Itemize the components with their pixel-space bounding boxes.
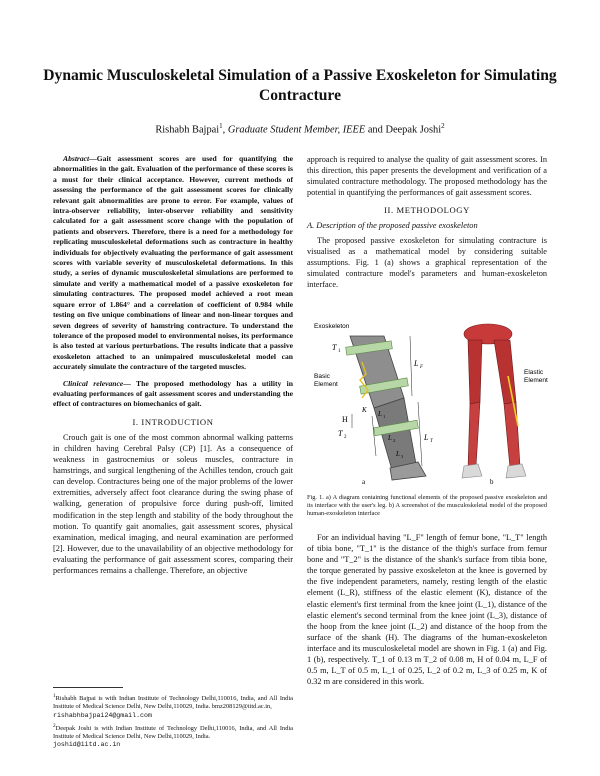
label-elastic: Elastic bbox=[524, 369, 544, 376]
foot-left bbox=[462, 464, 482, 478]
foot-right bbox=[506, 464, 526, 478]
label-t2: T bbox=[338, 429, 343, 438]
label-k: K bbox=[362, 406, 367, 414]
intro-paragraph: Crouch gait is one of the most common abnormal walking patterns in children having Cerebral Palsy (CP) [1]. As a consequence of weakness in gastrocnemius or soleus muscles, contracture in hamstrings, and surgical lengthening of the Achilles tendon, crouch gait can develop. Contractures being one of the major problems of the lower extremities, adversely affect foot clearance during the swing phase of walking, generation of propulsive force during push-off, limited modification in the step length and stability of the body throughout the motion. To quantify gait anomalies, gait assessment scores, physical examination, medical imaging, and neural examination are performed [2]. However, due to the unavailability of an objective methodology for evaluating the performance of gait assessment scores, comparing their performances remains a challenge. Therefore, an objective bbox=[53, 432, 293, 575]
author-2-affil: 2 bbox=[441, 122, 445, 130]
abstract-text: —Gait assessment scores are used for quantifying the abnormalities in the gait. Evaluation of the performance of these scores is a must for their clinical acceptance. However, current methods of assessing the performance of the gait assessment scores for clinically relevant gait abnormalities are prone to error. For example, values of intra-observer reliability, inter-observer reliability and sensitivity calculated for a gait assessment score change with the population of patients and observers. Therefore, there is a need for a methodology for replicating musculoskeletal deformations such as contracture in healthy individuals for objectively evaluating the performance of gait assessment scores with variable severity of musculoskeletal deformations. In this study, a series of dynamic musculoskeletal simulations are performed to simulate and verify a mathematical model of a passive exoskeleton for simulating contractures. The proposed model achieved a root mean square error of 1.864° and a correlation of coefficient of 0.984 while testing on five unique combinations of linear and non-linear torques and seven degrees of severity of hamstring contracture. To understand the tolerance of the proposed model to environmental noises, its performance is also tested at various perturbations. The results indicate that a passive exoskeleton attached to an unimpaired musculoskeletal model can accurately simulate the contracture of the targeted muscles. bbox=[53, 154, 293, 372]
label-elastic-element: Element bbox=[524, 377, 548, 384]
label-l1: L bbox=[378, 410, 382, 418]
figure-1-caption: Fig. 1. a) A diagram containing functional elements of the proposed passive exoskeleton and its interface with the user's leg. b) A screenshot of the musculoskeletal model of the proposed human-exoskeleton interface bbox=[307, 494, 547, 518]
clinical-relevance bbox=[53, 379, 293, 410]
label-t1: T bbox=[332, 343, 337, 352]
intro-heading: I. INTRODUCTION bbox=[132, 416, 214, 427]
author-1: Rishabh Bajpai bbox=[155, 124, 220, 136]
dim-lt bbox=[418, 402, 422, 466]
footnote-1: $^1$Rishabh Bajpai is with Indian Institute of Technology Delhi,110016, India, and All India Institute of Medical Science Delhi, New Delhi,110029, India. bmz208129@iitd.ac.in, rishabhbajpai24@gmail.com bbox=[53, 693, 293, 719]
label-exoskeleton: Exoskeleton bbox=[314, 323, 350, 330]
label-lf: L bbox=[414, 359, 419, 368]
footnote-2: $^2$Deepak Joshi is with Indian Institute of Technology Delhi,110016, India, and All India Institute of Medical Science Delhi, New Delhi,110029, India. joshid@iitd.ac.in bbox=[53, 722, 293, 749]
abstract bbox=[53, 154, 293, 373]
relevance-text: — The proposed methodology has a utility in evaluating performances of gait assessment scores and understanding the effect of contractures on biomechanics of gait. bbox=[53, 378, 293, 409]
svg-text:1: 1 bbox=[338, 349, 341, 354]
svg-text:2: 2 bbox=[344, 435, 347, 440]
author-line: Rishabh Bajpai$^1$, Graduate Student Member, IEEE and Deepak Joshi$^2$ bbox=[155, 122, 445, 136]
footnote-rule bbox=[53, 687, 123, 688]
paper-title: Dynamic Musculoskeletal Simulation of a Passive Exoskeleton for Simulating Contracture bbox=[43, 67, 557, 104]
author-1-affil: 1 bbox=[219, 122, 223, 130]
svg-text:2: 2 bbox=[393, 438, 396, 443]
svg-text:3: 3 bbox=[401, 454, 404, 459]
right-column-top bbox=[307, 154, 547, 290]
svg-text:1: 1 bbox=[383, 414, 386, 419]
methodology-paragraph: The proposed passive exoskeleton for simulating contracture is visualised as a mathematical model by considering suitable assumptions. Fig. 1 (a) shows a graphical representation of the simulated contracture model's parameters and human-exoskeleton interface. bbox=[307, 235, 547, 289]
label-l3: L bbox=[396, 450, 400, 458]
parameters-paragraph: For an individual having "L_F" length of femur bone, "L_T" length of tibia bone, "T_1" is the distance of the thigh's surface from femur bone and "T_2" is the distance of the shank's surface from tibia bone, the torque generated by passive exoskeleton at the knee is governed by the five independent parameters, namely, resting length of the elastic element (L_R), stiffness of the elastic element (K), distance of the elastic element's first terminal from the knee joint (L_1), distance of the elastic element's second terminal from the knee joint (L_3), distance of the hoop from the knee joint (L_2) and distance of the hoop from the surface of the shank (H). The diagrams of the human-exoskeleton interface and its musculoskeletal model are shown in Fig. 1 (a) and Fig. 1 (b), respectively. T_1 of 0.13 m T_2 of 0.08 m, H of 0.04 m, L_F of 0.5 m, L_T of 0.5 m, L_1 of 0.25, L_2 of 0.2 m, L_3 of 0.25 m, K of 0.32 m are considered in this work. bbox=[307, 533, 547, 687]
footnote-2-email[interactable]: joshid@iitd.ac.in bbox=[53, 741, 121, 749]
relevance-lead: Clinical relevance bbox=[63, 378, 124, 388]
subsection-heading: A. Description of the proposed passive exoskeleton bbox=[307, 221, 478, 231]
dim-lf bbox=[410, 336, 412, 396]
author-2: Deepak Joshi bbox=[385, 124, 442, 136]
svg-text:F: F bbox=[420, 365, 424, 370]
label-basic-element: Element bbox=[314, 381, 338, 388]
label-lt: L bbox=[424, 433, 429, 442]
panel-a-label: a bbox=[362, 478, 366, 486]
thigh-muscles-left bbox=[468, 340, 482, 404]
left-column bbox=[53, 154, 293, 576]
panel-b-label: b bbox=[490, 478, 494, 486]
figure-1 bbox=[312, 316, 552, 488]
figure-1-graphic bbox=[312, 316, 552, 488]
label-basic: Basic bbox=[314, 373, 330, 380]
dim-l-series bbox=[372, 416, 376, 456]
figure-panel-a bbox=[314, 323, 434, 486]
author-conjunction: and bbox=[367, 124, 383, 136]
methodology-heading: II. METHODOLOGY bbox=[384, 205, 470, 216]
right-column-bottom bbox=[307, 532, 547, 687]
footnote-1-email[interactable]: rishabhbajpai24@gmail.com bbox=[53, 711, 152, 719]
svg-text:T: T bbox=[430, 439, 433, 444]
footnotes bbox=[53, 687, 293, 751]
abstract-lead: Abstract bbox=[63, 154, 90, 163]
figure-panel-b bbox=[446, 320, 550, 486]
label-l2: L bbox=[388, 434, 392, 442]
right-continuation: approach is required to analyse the quality of gait assessment scores. In this direction, this paper presents the development and verification of a simulated contracture methodology. The proposed methodology has the potential in quantifying the performances of gait assessment scores. bbox=[307, 155, 547, 198]
label-h: H bbox=[342, 415, 348, 424]
author-role: Graduate Student Member, IEEE bbox=[227, 124, 366, 136]
